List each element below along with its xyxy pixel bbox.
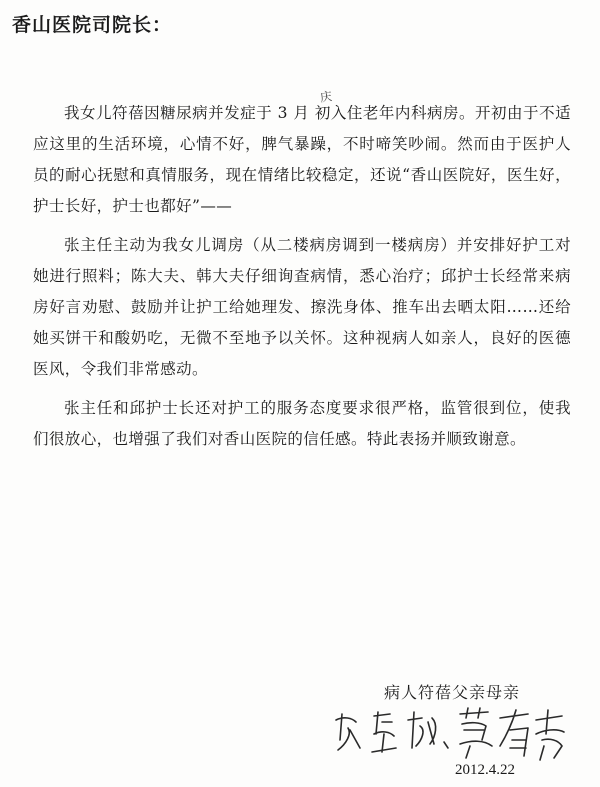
paragraph-1: 我女儿符蓓因糖尿病并发症于 3 月 初入住老年内科病房。开初由于不适应这里的生活环境，心情不好，脾气暴躁，不时啼笑吵闹。然而由于医护人员的耐心抚慰和真情服务，现在情绪比较稳定，还说“香山医院好，医生好，护士长好，护士也都好”—— <box>33 104 571 215</box>
signer-label: 病人符蓓父亲母亲 <box>384 683 521 702</box>
handwritten-signature <box>330 700 580 770</box>
letter-date: 2012.4.22 <box>455 762 515 778</box>
letter-title: 香山医院司院长： <box>12 14 173 36</box>
paragraph-2: 张主任主动为我女儿调房（从二楼病房调到一楼病房）并安排好护工对她进行照料；陈大夫、韩大夫仔细询查病情，悉心治疗；邱护士长经常来病房好言劝慰、鼓励并让护工给她理发、擦洗身体、推车出去晒太阳……还给她买饼干和酸奶吃，无微不至地予以关怀。这种视病人如亲人，良好的医德医风，令我们非常感动。 <box>33 236 571 378</box>
letter-body <box>33 98 571 463</box>
paragraph-3: 张主任和邱护士长还对护工的服务态度要求很严格，监管很到位，使我们很放心，也增强了我们对香山医院的信任感。特此表扬并顺致谢意。 <box>33 399 571 448</box>
handwritten-correction: 庆 <box>319 89 334 105</box>
